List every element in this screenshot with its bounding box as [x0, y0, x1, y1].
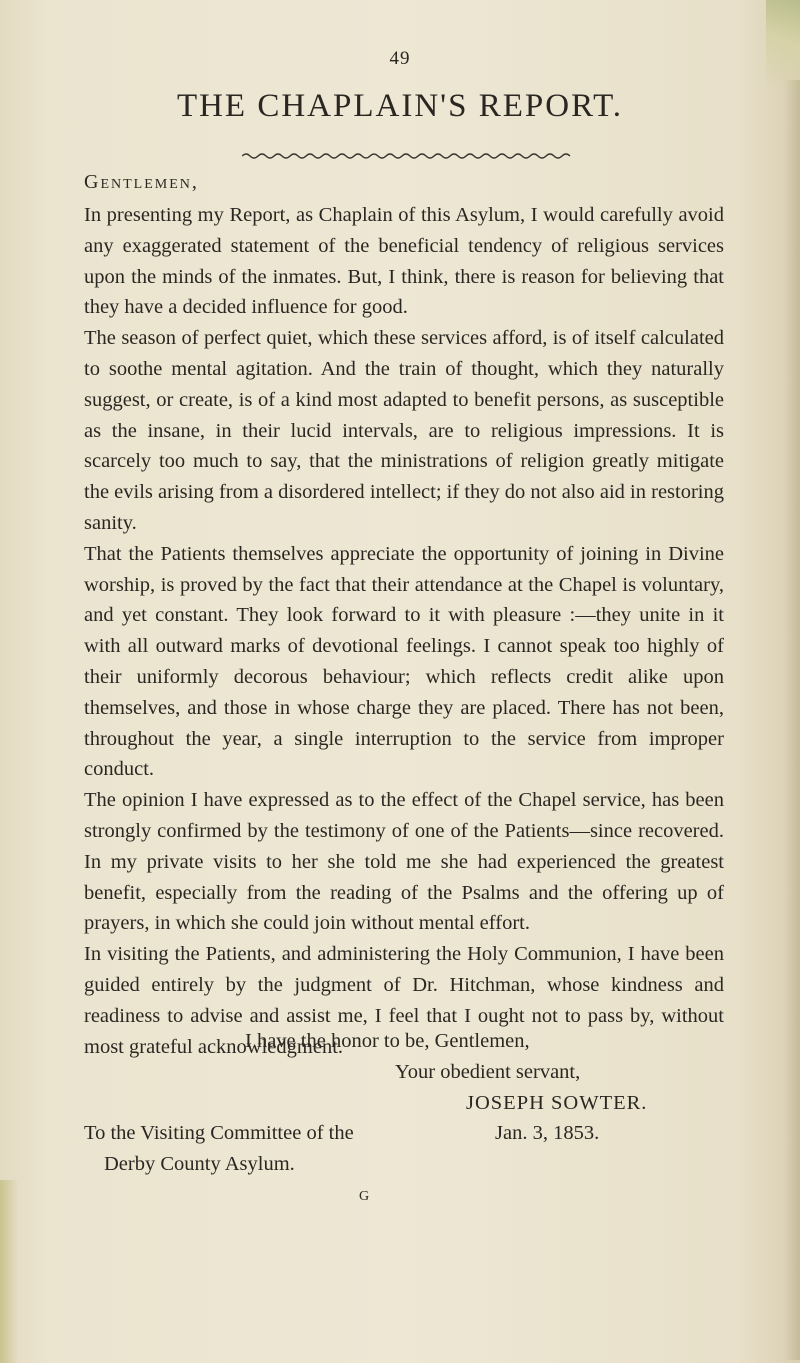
addressee-line: Derby County Asylum.	[104, 1153, 295, 1175]
paragraph: In presenting my Report, as Chaplain of this Asylum, I would carefully avoid any exaggerated statement of the beneficial tendency of religious services upon the minds of the inmates. But, I think, there is reason for believing that they have a decided influence for good.	[84, 204, 724, 319]
report-date: Jan. 3, 1853.	[495, 1122, 600, 1144]
page-title: THE CHAPLAIN'S REPORT.	[176, 88, 624, 124]
page-number: 49	[389, 48, 411, 69]
closing-line: Your obedient servant,	[395, 1061, 581, 1083]
page-corner-stain	[766, 0, 800, 90]
page-edge-stain	[0, 1180, 18, 1363]
addressee-line: To the Visiting Committee of the	[84, 1122, 354, 1144]
report-body	[84, 200, 724, 1062]
paragraph: That the Patients themselves appreciate the opportunity of joining in Divine worship, is proved by the fact that their attendance at the Chapel is voluntary, and yet constant. They look forward to it with pleasure :—they unite in it with all outward marks of devotional feelings. I cannot speak too highly of their uniformly decorous behaviour; which reflects credit alike upon themselves, and those in whose charge they are placed. There has not been, throughout the year, a single interruption to the service from improper conduct.	[84, 542, 724, 781]
printer-signature-mark: G	[359, 1189, 370, 1204]
signature: JOSEPH SOWTER.	[466, 1092, 648, 1114]
closing-line: I have the honor to be, Gentlemen,	[245, 1030, 530, 1052]
paragraph: The opinion I have expressed as to the effect of the Chapel service, has been strongly confirmed by the testimony of one of the Patients—since recovered. In my private visits to her she told me she had experienced the greatest benefit, especially from the reading of the Psalms and the offering up of prayers, in which she could join without mental effort.	[84, 789, 724, 935]
decorative-wavy-rule	[242, 151, 572, 161]
paragraph: The season of perfect quiet, which these services afford, is of itself calculated to soothe mental agitation. And the train of thought, which they naturally suggest, or create, is of a kind most adapted to benefit persons, as susceptible as the insane, in their lucid intervals, are to religious impressions. It is scarcely too much to say, that the ministrations of religion greatly mitigate the evils arising from a disordered intellect; if they do not also aid in restoring sanity.	[84, 327, 724, 534]
page-edge-shadow	[784, 80, 800, 1360]
paragraph: In visiting the Patients, and administering the Holy Communion, I have been guided entirely by the judgment of Dr. Hitchman, whose kindness and readiness to advise and assist me, I feel that I ought not to pass by, without most grateful acknowledgment.	[84, 943, 724, 1058]
salutation: Gentlemen,	[84, 171, 199, 193]
